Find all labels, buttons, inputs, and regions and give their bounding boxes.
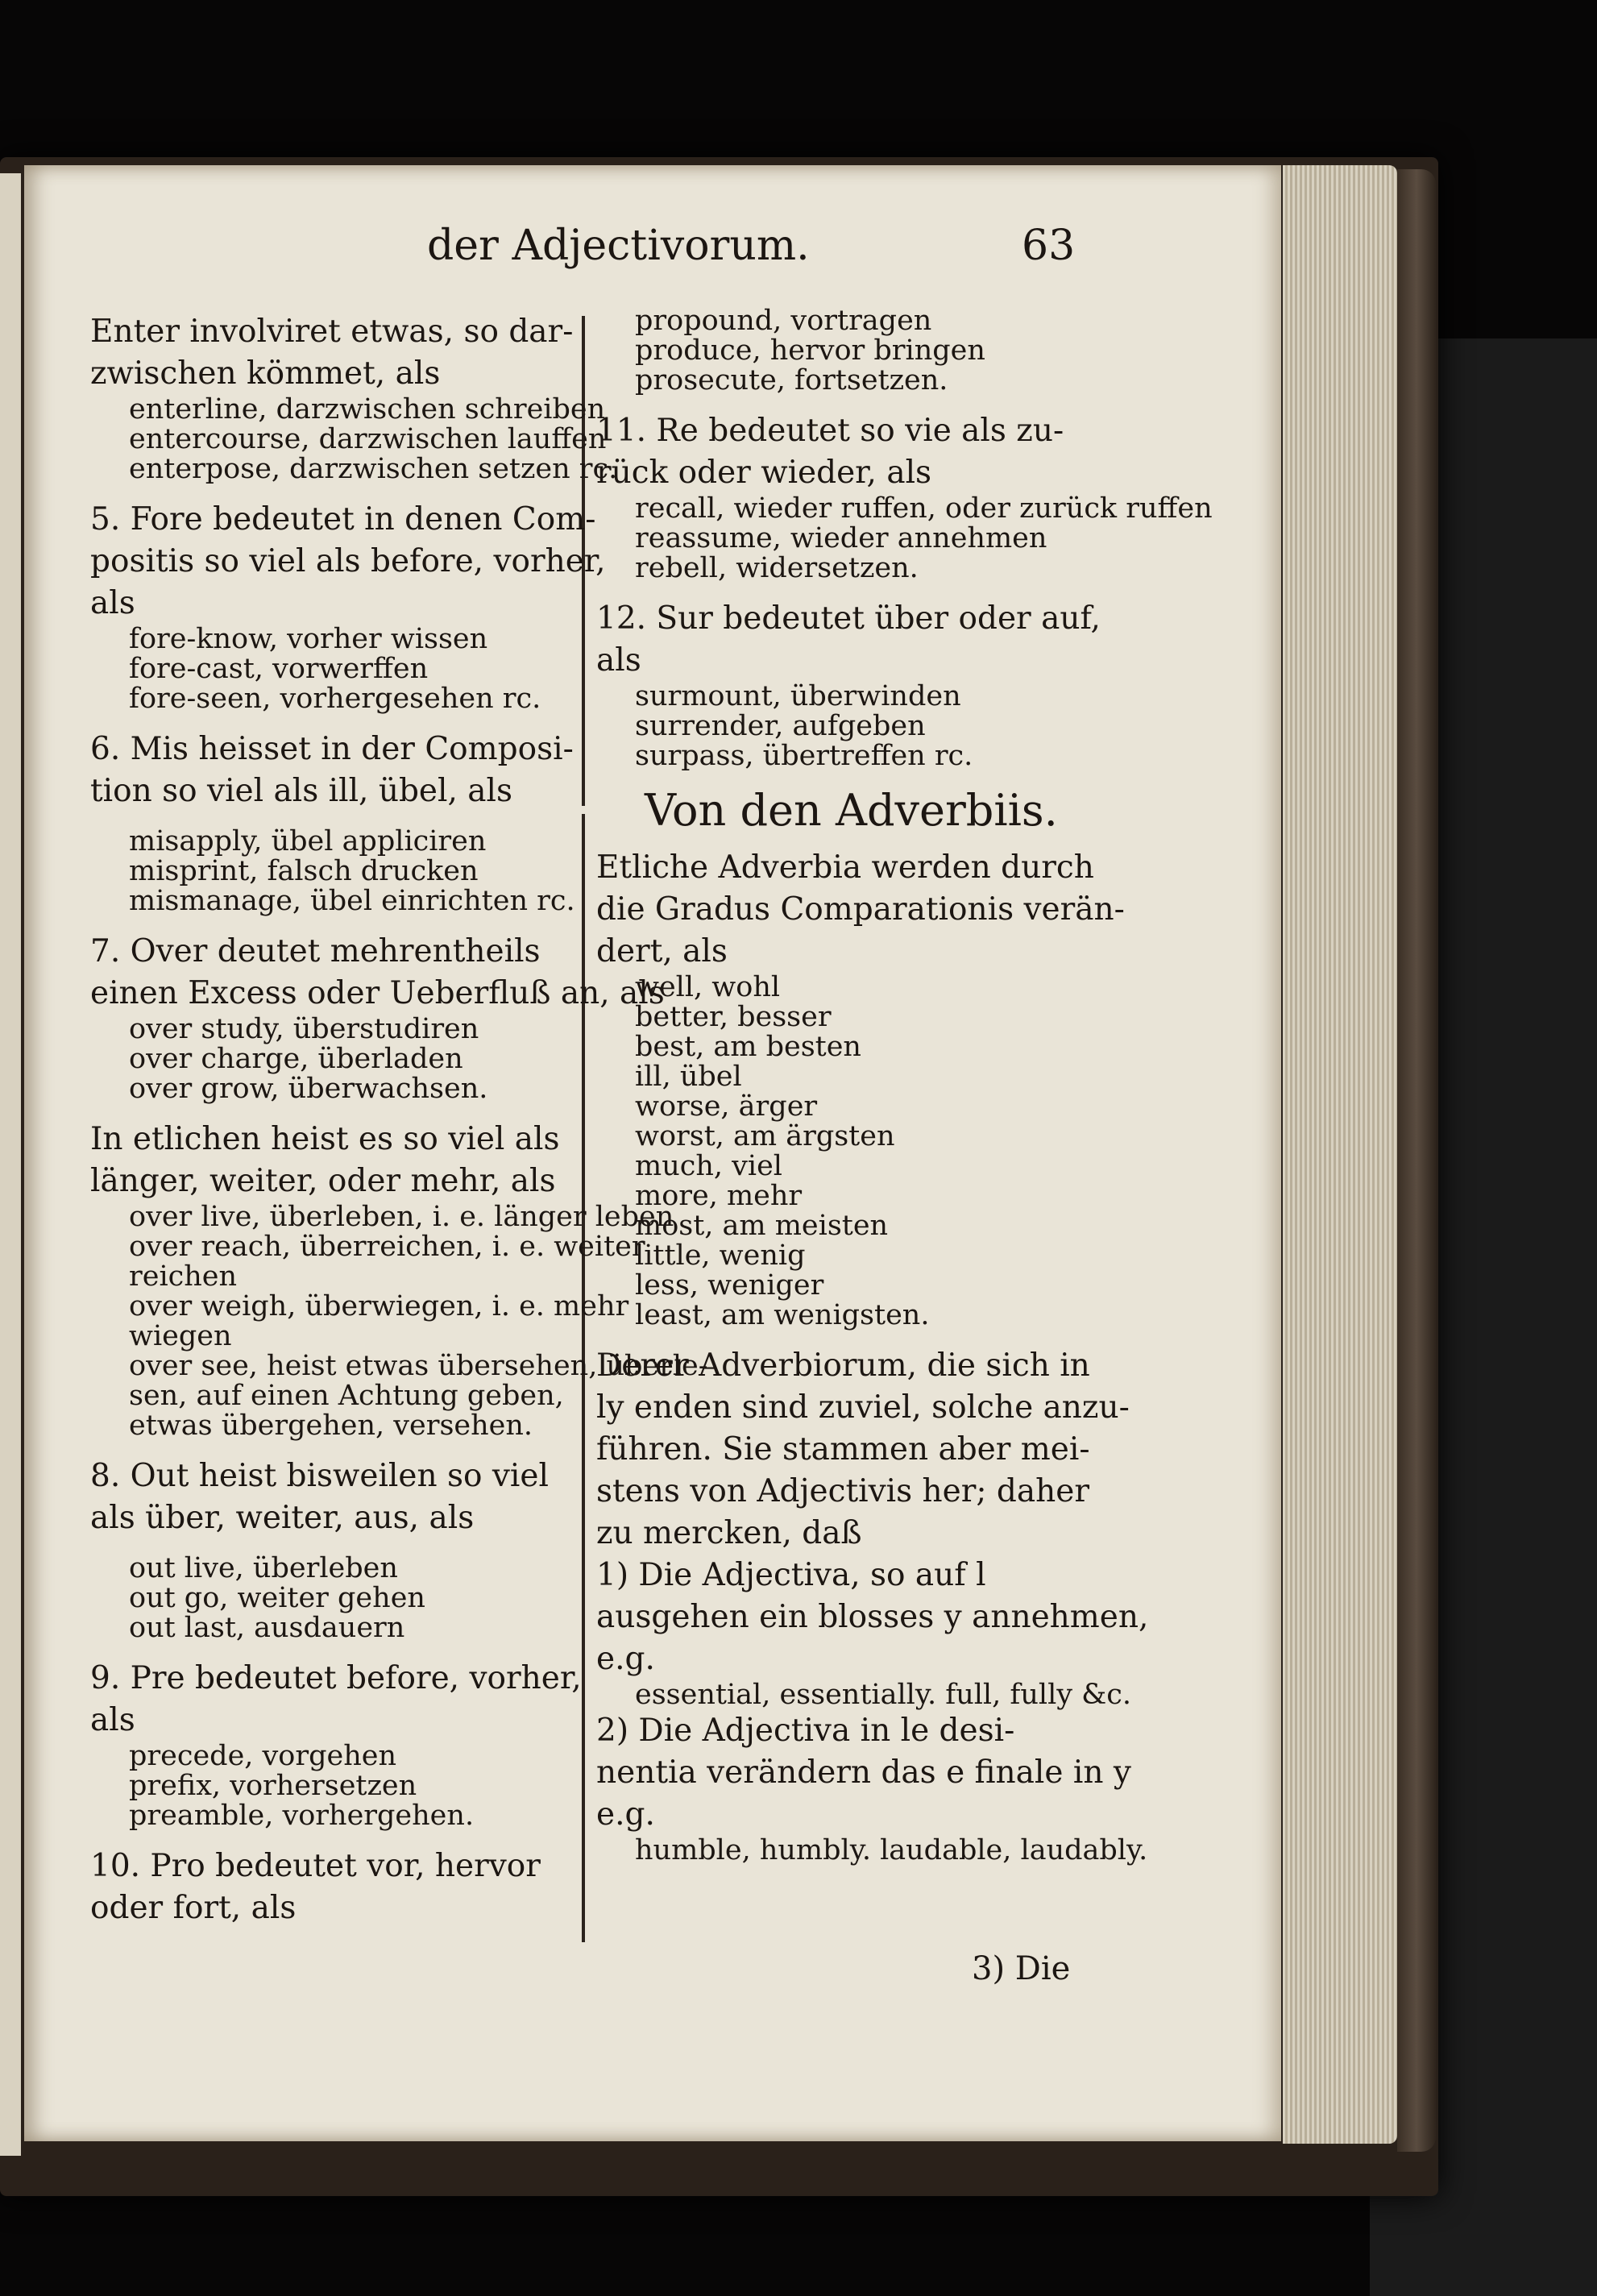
example-line: surpass, übertreffen rc. bbox=[635, 740, 973, 772]
page-number: 63 bbox=[1022, 222, 1076, 270]
text-line: einen Excess oder Ueberfluß an, als bbox=[90, 975, 665, 1011]
example-line: essential, essentially. full, fully &c. bbox=[635, 1679, 1132, 1711]
example-line: propound, vortragen bbox=[635, 305, 932, 337]
example-line: better, besser bbox=[635, 1001, 832, 1033]
example-line: over reach, überreichen, i. e. weiter bbox=[129, 1231, 645, 1263]
example-line: reassume, wieder annehmen bbox=[635, 522, 1047, 554]
example-line: precede, vorgehen bbox=[129, 1740, 397, 1772]
text-line: ly enden sind zuviel, solche anzu- bbox=[596, 1389, 1130, 1426]
text-line: oder fort, als bbox=[90, 1890, 297, 1926]
example-line: reichen bbox=[129, 1260, 238, 1293]
text-line: 7. Over deutet mehrentheils bbox=[90, 933, 541, 969]
text-line: Etliche Adverbia werden durch bbox=[596, 849, 1094, 886]
example-line: over grow, überwachsen. bbox=[129, 1073, 488, 1105]
text-line: dert, als bbox=[596, 933, 728, 969]
running-title: der Adjectivorum. bbox=[427, 222, 810, 270]
example-line: etwas übergehen, versehen. bbox=[129, 1410, 533, 1442]
text-line: als über, weiter, aus, als bbox=[90, 1500, 475, 1536]
example-line: more, mehr bbox=[635, 1180, 803, 1212]
example-line: fore-seen, vorhergesehen rc. bbox=[129, 683, 541, 715]
example-line: over see, heist etwas übersehen, überle- bbox=[129, 1350, 708, 1382]
example-line: over weigh, überwiegen, i. e. mehr bbox=[129, 1290, 629, 1322]
example-line: best, am besten bbox=[635, 1031, 861, 1063]
example-line: out live, überleben bbox=[129, 1552, 398, 1584]
example-line: well, wohl bbox=[635, 971, 781, 1003]
page-edges bbox=[1283, 165, 1397, 2144]
example-line: worse, ärger bbox=[635, 1090, 818, 1123]
text-line: 5. Fore bedeutet in denen Com- bbox=[90, 501, 596, 538]
example-line: wiegen bbox=[129, 1320, 232, 1352]
example-line: worst, am ärgsten bbox=[635, 1120, 895, 1152]
example-line: surrender, aufgeben bbox=[635, 710, 926, 742]
text-line: 12. Sur bedeutet über oder auf, bbox=[596, 600, 1101, 637]
example-line: preamble, vorhergehen. bbox=[129, 1800, 475, 1832]
text-line: als bbox=[90, 585, 135, 621]
example-line: misapply, übel appliciren bbox=[129, 825, 487, 857]
text-line: tion so viel als ill, übel, als bbox=[90, 773, 513, 809]
text-line: 11. Re bedeutet so vie als zu- bbox=[596, 413, 1064, 449]
text-line: ausgehen ein blosses y annehmen, bbox=[596, 1599, 1149, 1635]
catchword: 3) Die bbox=[972, 1950, 1071, 1987]
text-line: Enter involviret etwas, so dar- bbox=[90, 313, 574, 350]
example-line: humble, humbly. laudable, laudably. bbox=[635, 1834, 1148, 1866]
text-line: führen. Sie stammen aber mei- bbox=[596, 1431, 1090, 1468]
text-line: als bbox=[90, 1702, 135, 1738]
text-line: als bbox=[596, 642, 641, 679]
example-line: little, wenig bbox=[635, 1239, 806, 1272]
text-line: Derer Adverbiorum, die sich in bbox=[596, 1347, 1090, 1384]
text-line: e.g. bbox=[596, 1641, 655, 1677]
example-line: out go, weiter gehen bbox=[129, 1582, 425, 1614]
example-line: recall, wieder ruffen, oder zurück ruffen bbox=[635, 492, 1213, 525]
text-line: nentia verändern das e finale in y bbox=[596, 1754, 1131, 1791]
right-column bbox=[596, 306, 1213, 1866]
example-line: entercourse, darzwischen lauffen bbox=[129, 423, 607, 455]
text-line: In etlichen heist es so viel als bbox=[90, 1121, 560, 1157]
example-line: out last, ausdauern bbox=[129, 1612, 405, 1644]
example-line: fore-cast, vorwerffen bbox=[129, 653, 429, 685]
text-line: länger, weiter, oder mehr, als bbox=[90, 1163, 556, 1199]
book-spine bbox=[1397, 169, 1436, 2152]
example-line: sen, auf einen Achtung geben, bbox=[129, 1380, 564, 1412]
text-line: zwischen kömmet, als bbox=[90, 355, 441, 392]
example-line: over charge, überladen bbox=[129, 1043, 463, 1075]
spacer bbox=[596, 583, 1213, 598]
example-line: much, viel bbox=[635, 1150, 782, 1182]
example-line: over study, überstudiren bbox=[129, 1013, 479, 1045]
spacer bbox=[596, 396, 1213, 410]
text-line: positis so viel als before, vorher, bbox=[90, 543, 606, 579]
example-line: least, am wenigsten. bbox=[635, 1299, 930, 1331]
spacer bbox=[596, 1331, 1213, 1345]
example-line: enterpose, darzwischen setzen rc. bbox=[129, 453, 618, 485]
example-line: ill, übel bbox=[635, 1061, 742, 1093]
text-line: 8. Out heist bisweilen so viel bbox=[90, 1458, 549, 1494]
example-line: over live, überleben, i. e. länger leben bbox=[129, 1201, 674, 1233]
text-line: 6. Mis heisset in der Composi- bbox=[90, 731, 574, 767]
text-line: rück oder wieder, als bbox=[596, 455, 932, 491]
example-line: mismanage, übel einrichten rc. bbox=[129, 885, 575, 917]
example-line: prefix, vorhersetzen bbox=[129, 1770, 417, 1802]
example-line: enterline, darzwischen schreiben bbox=[129, 393, 606, 426]
example-line: fore-know, vorher wissen bbox=[129, 623, 488, 655]
example-line: surmount, überwinden bbox=[635, 680, 961, 712]
text-line: 10. Pro bedeutet vor, hervor bbox=[90, 1848, 541, 1884]
text-line: zu mercken, daß bbox=[596, 1515, 862, 1551]
example-line: misprint, falsch drucken bbox=[129, 855, 479, 887]
text-line: 2) Die Adjectiva in le desi- bbox=[596, 1713, 1015, 1749]
text-line: 9. Pre bedeutet before, vorher, bbox=[90, 1660, 582, 1696]
example-line: prosecute, fortsetzen. bbox=[635, 364, 948, 397]
facing-page-edge bbox=[0, 173, 21, 2156]
example-line: most, am meisten bbox=[635, 1210, 889, 1242]
text-line: die Gradus Comparationis verän- bbox=[596, 891, 1125, 928]
example-line: produce, hervor bringen bbox=[635, 334, 985, 367]
section-heading: Von den Adverbiis. bbox=[645, 785, 1058, 836]
text-line: stens von Adjectivis her; daher bbox=[596, 1473, 1089, 1509]
text-line: e.g. bbox=[596, 1796, 655, 1833]
text-line: 1) Die Adjectiva, so auf l bbox=[596, 1557, 986, 1593]
example-line: less, weniger bbox=[635, 1269, 824, 1302]
example-line: rebell, widersetzen. bbox=[635, 552, 919, 584]
